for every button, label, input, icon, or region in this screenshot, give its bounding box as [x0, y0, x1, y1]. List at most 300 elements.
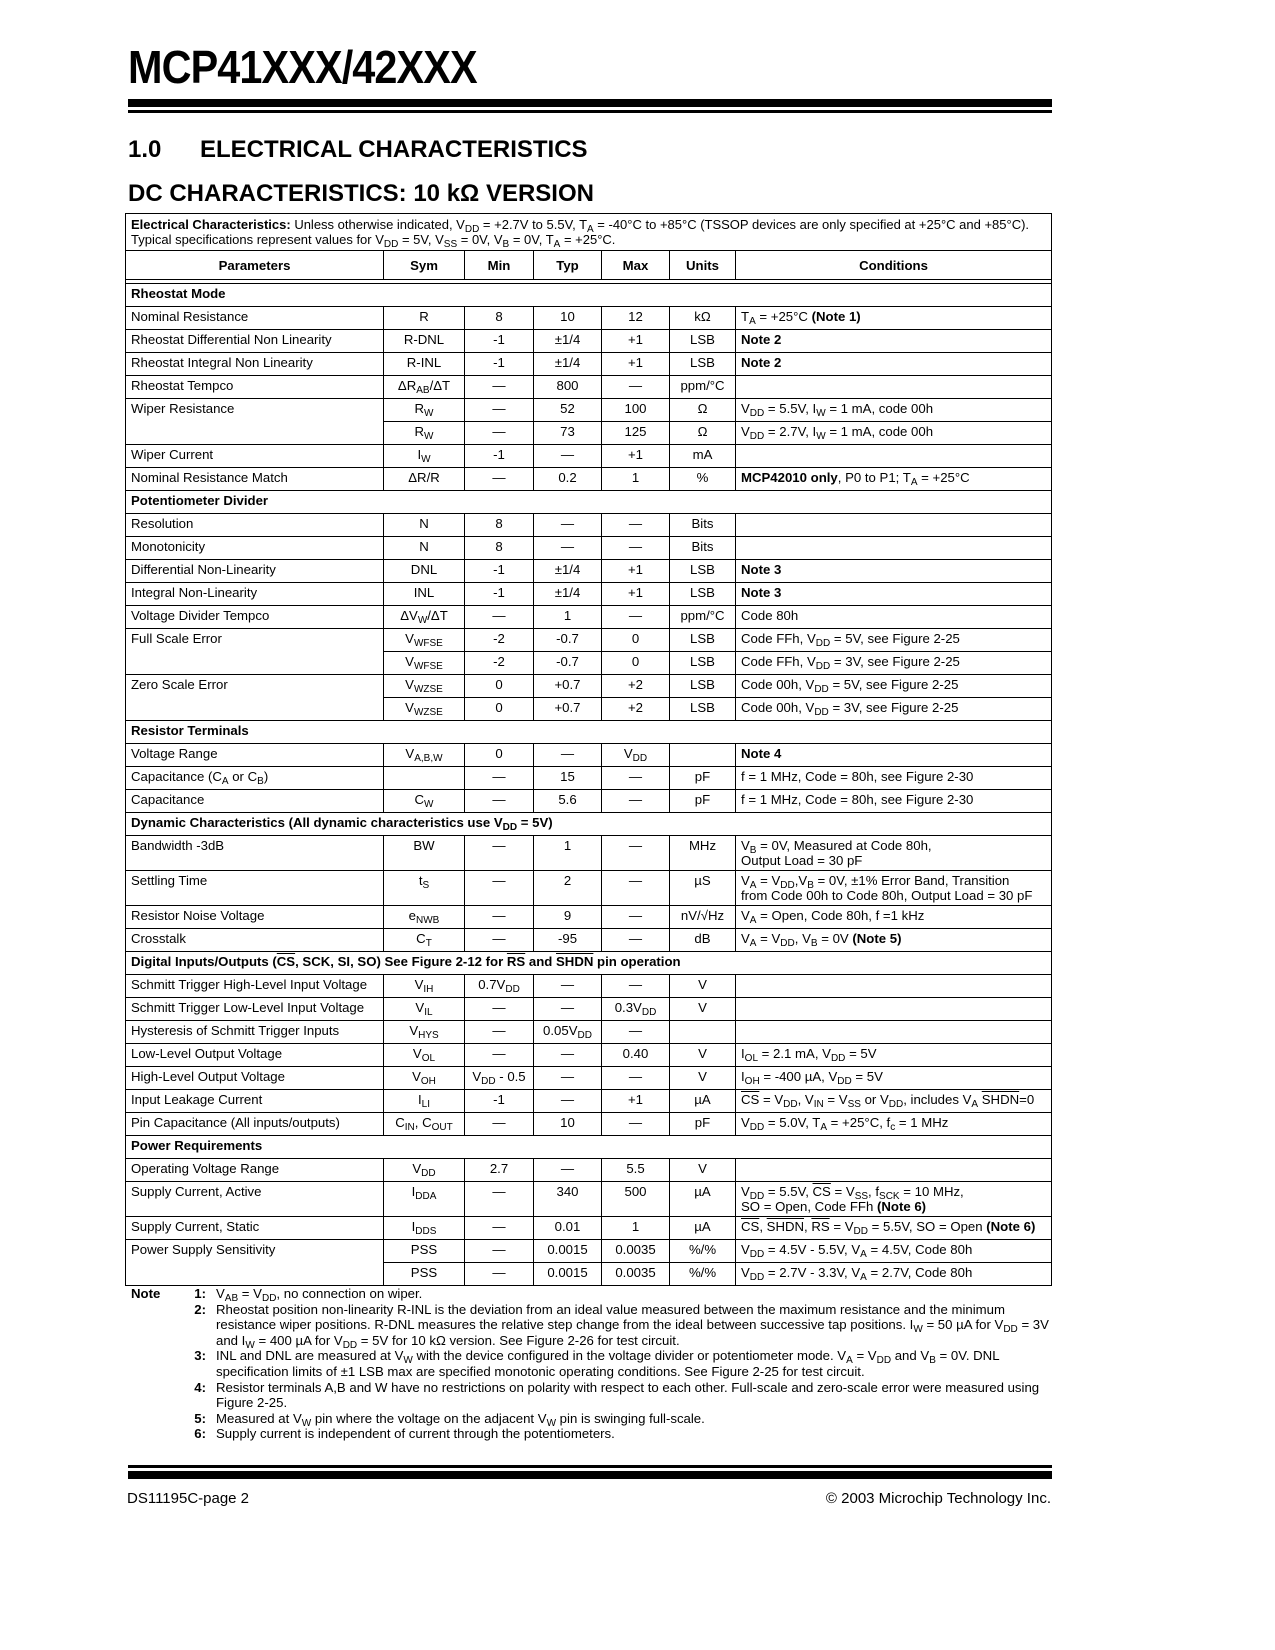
min-cell: — [465, 1113, 534, 1136]
conditions-cell: Note 2 [736, 353, 1052, 376]
typ-cell: 0.2 [534, 468, 602, 491]
section-label: Resistor Terminals [126, 721, 1052, 744]
table-row [126, 560, 1052, 583]
conditions-cell: $V_{DD} = 4.5V - 5.5V$, $V_A = 4.5V$, Code 80h [736, 1240, 1052, 1263]
parameter-cell: Supply Current, Static [126, 1217, 384, 1240]
col-header-min: Min [465, 251, 534, 280]
symbol-cell: $V_{WFSE}$ [384, 652, 465, 675]
parameter-cell: High-Level Output Voltage [126, 1067, 384, 1090]
conditions-cell: $T_A = +25^\circ C$ (Note 1) [736, 307, 1052, 330]
note-text: Measured at $V_W$ pin where the voltage on the adjacent $V_W$ pin is swinging full-scale. [216, 1410, 705, 1429]
symbol-cell: $V_{WFSE}$ [384, 629, 465, 652]
note-item [131, 1302, 1051, 1349]
note-text: Rheostat position non-linearity R-INL is the deviation from an ideal value measured between the maximum resistance and the minimum resistance wiper positions. R-DNL measures the relative step change from the ideal between successive tap positions. $I_W = 50$ µA for $V_{DD} = 3V$ and $I_W = 400$ µA for $V_{DD} = 5V$ for 10 kΩ version. See Figure 2-26 for test circuit. [216, 1301, 1049, 1351]
units-cell: LSB [670, 652, 736, 675]
symbol-cell: $V_{WZSE}$ [384, 698, 465, 721]
max-cell: — [602, 929, 670, 952]
note-number: 5: [194, 1410, 206, 1426]
parameter-cell: Resistor Noise Voltage [126, 906, 384, 929]
max-cell: 1 [602, 1217, 670, 1240]
symbol-cell: $V_{OH}$ [384, 1067, 465, 1090]
symbol-cell: $I_{DDA}$ [384, 1182, 465, 1217]
typ-cell: — [534, 1159, 602, 1182]
units-cell: %/% [670, 1240, 736, 1263]
max-cell: — [602, 906, 670, 929]
conditions-cell [736, 998, 1052, 1021]
note-label [131, 1348, 179, 1379]
min-cell: — [465, 1263, 534, 1286]
max-cell: 0.0035 [602, 1263, 670, 1286]
units-cell: µA [670, 1217, 736, 1240]
conditions-cell: $V_{DD} = 5.5V$, $I_W = 1$ mA, code 00h [736, 399, 1052, 422]
min-cell: 8 [465, 537, 534, 560]
units-cell: mA [670, 445, 736, 468]
max-cell: +2 [602, 698, 670, 721]
min-cell: -1 [465, 560, 534, 583]
note-text: INL and DNL are measured at $V_W$ with the device configured in the voltage divider or potentiometer mode. $V_A = V_{DD}$ and $V_B = 0V$. DNL specification limits of ±1 LSB max are specified monotonic operating conditions. See Figure 2-25 for test circuit. [216, 1348, 1000, 1379]
symbol-cell: $R_W$ [384, 399, 465, 422]
typ-cell: ±1/4 [534, 560, 602, 583]
min-cell: -2 [465, 652, 534, 675]
symbol-cell: $\Delta R_{AB}/\Delta T$ [384, 376, 465, 399]
typ-cell: -0.7 [534, 652, 602, 675]
typ-cell: — [534, 1067, 602, 1090]
parameter-cell: Zero Scale Error [126, 675, 384, 698]
symbol-cell: INL [384, 583, 465, 606]
parameter-cell: Settling Time [126, 871, 384, 906]
units-cell: %/% [670, 1263, 736, 1286]
conditions-cell: Code FFh, $V_{DD} = 5V$, see Figure 2-25 [736, 629, 1052, 652]
table-intro: Electrical Characteristics: Unless otherwise indicated, $V_{DD} = +2.7V$ to 5.5V, $T_A = -40^\circ C$ to +85°C (TSSOP devices are only specified at +25°C and +85°C). Typical specifications represent values for $V_{DD} = 5V$, $V_{SS} = 0V$, $V_B = 0V$, $T_A = +25^\circ C$. [126, 214, 1052, 251]
units-cell: µA [670, 1182, 736, 1217]
max-cell: — [602, 1021, 670, 1044]
table-row [126, 376, 1052, 399]
typ-cell: 10 [534, 1113, 602, 1136]
table-row [126, 871, 1052, 906]
table-row [126, 1113, 1052, 1136]
symbol-cell: BW [384, 836, 465, 871]
table-row [126, 1090, 1052, 1113]
parameter-cell: Integral Non-Linearity [126, 583, 384, 606]
table-row [126, 1240, 1052, 1263]
max-cell: 125 [602, 422, 670, 445]
symbol-cell: $V_{IL}$ [384, 998, 465, 1021]
max-cell: 0.0035 [602, 1240, 670, 1263]
min-cell: — [465, 998, 534, 1021]
parameter-cell: Supply Current, Active [126, 1182, 384, 1217]
typ-cell: ±1/4 [534, 583, 602, 606]
note-label [131, 1380, 179, 1411]
symbol-cell: R-INL [384, 353, 465, 376]
symbol-cell: PSS [384, 1263, 465, 1286]
parameter-cell: Differential Non-Linearity [126, 560, 384, 583]
symbol-cell: $V_{A,B,W}$ [384, 744, 465, 767]
table-row [126, 606, 1052, 629]
min-cell: — [465, 1021, 534, 1044]
min-cell: 0 [465, 698, 534, 721]
min-cell: — [465, 929, 534, 952]
max-cell: 0 [602, 629, 670, 652]
min-cell: — [465, 836, 534, 871]
note-label: Note [131, 1286, 161, 1301]
max-cell: 12 [602, 307, 670, 330]
note-number: 1: [194, 1286, 206, 1301]
parameter-cell: Wiper Resistance [126, 399, 384, 422]
header-rule-thin [128, 110, 1052, 113]
max-cell: — [602, 514, 670, 537]
table-section-row [126, 721, 1052, 744]
section-label: Potentiometer Divider [126, 491, 1052, 514]
units-cell: Ω [670, 422, 736, 445]
units-cell: LSB [670, 560, 736, 583]
typ-cell: 10 [534, 307, 602, 330]
typ-cell: 0.01 [534, 1217, 602, 1240]
section-title: ELECTRICAL CHARACTERISTICS [200, 136, 588, 163]
table-row [126, 744, 1052, 767]
typ-cell: — [534, 998, 602, 1021]
section-heading [128, 136, 588, 164]
conditions-cell: $V_{DD} = 5.0V$, $T_A = +25^\circ C$, $f_c = 1$ MHz [736, 1113, 1052, 1136]
conditions-cell: f = 1 MHz, Code = 80h, see Figure 2-30 [736, 790, 1052, 813]
table-section-row [126, 491, 1052, 514]
typ-cell: 52 [534, 399, 602, 422]
parameter-cell: Monotonicity [126, 537, 384, 560]
conditions-cell: Note 2 [736, 330, 1052, 353]
table-row [126, 1263, 1052, 1286]
symbol-cell: N [384, 537, 465, 560]
typ-cell: 15 [534, 767, 602, 790]
table-row [126, 399, 1052, 422]
conditions-cell: Code 00h, $V_{DD} = 5V$, see Figure 2-25 [736, 675, 1052, 698]
symbol-cell: $C_{IN}$, $C_{OUT}$ [384, 1113, 465, 1136]
table-row [126, 698, 1052, 721]
min-cell: — [465, 906, 534, 929]
max-cell: +1 [602, 583, 670, 606]
table-row [126, 906, 1052, 929]
symbol-cell: ΔR/R [384, 468, 465, 491]
symbol-cell: $C_T$ [384, 929, 465, 952]
max-cell: +2 [602, 675, 670, 698]
parameter-cell: Resolution [126, 514, 384, 537]
min-cell: — [465, 767, 534, 790]
parameter-cell: Nominal Resistance [126, 307, 384, 330]
col-header-max: Max [602, 251, 670, 280]
parameter-cell: Wiper Current [126, 445, 384, 468]
min-cell: -1 [465, 1090, 534, 1113]
note-item [131, 1286, 1051, 1302]
typ-cell: 1 [534, 836, 602, 871]
table-row [126, 790, 1052, 813]
min-cell: $0.7V_{DD}$ [465, 975, 534, 998]
conditions-cell: f = 1 MHz, Code = 80h, see Figure 2-30 [736, 767, 1052, 790]
symbol-cell: $V_{OL}$ [384, 1044, 465, 1067]
units-cell: LSB [670, 583, 736, 606]
symbol-cell: $I_{LI}$ [384, 1090, 465, 1113]
typ-cell: $0.05V_{DD}$ [534, 1021, 602, 1044]
table-row [126, 1044, 1052, 1067]
max-cell: 0 [602, 652, 670, 675]
max-cell: +1 [602, 445, 670, 468]
symbol-cell: $t_S$ [384, 871, 465, 906]
min-cell: — [465, 1182, 534, 1217]
typ-cell: 73 [534, 422, 602, 445]
symbol-cell: DNL [384, 560, 465, 583]
max-cell: +1 [602, 560, 670, 583]
units-cell: V [670, 998, 736, 1021]
parameter-cell: Voltage Divider Tempco [126, 606, 384, 629]
typ-cell: 1 [534, 606, 602, 629]
table-row [126, 1217, 1052, 1240]
conditions-cell: $V_A = V_{DD}$, $V_B = 0V$ (Note 5) [736, 929, 1052, 952]
symbol-cell: $C_W$ [384, 790, 465, 813]
typ-cell: 340 [534, 1182, 602, 1217]
symbol-cell: N [384, 514, 465, 537]
typ-cell: ±1/4 [534, 330, 602, 353]
max-cell: — [602, 975, 670, 998]
min-cell: — [465, 468, 534, 491]
units-cell: µA [670, 1090, 736, 1113]
max-cell: +1 [602, 330, 670, 353]
units-cell: ppm/°C [670, 376, 736, 399]
table-row [126, 629, 1052, 652]
min-cell: $V_{DD} - 0.5$ [465, 1067, 534, 1090]
max-cell: +1 [602, 353, 670, 376]
units-cell [670, 1021, 736, 1044]
symbol-cell: R-DNL [384, 330, 465, 353]
table-section-row [126, 284, 1052, 307]
typ-cell: 800 [534, 376, 602, 399]
units-cell: ppm/°C [670, 606, 736, 629]
section-label: Dynamic Characteristics (All dynamic characteristics use $V_{DD} = 5V$) [126, 813, 1052, 836]
symbol-cell: $V_{DD}$ [384, 1159, 465, 1182]
typ-cell: — [534, 975, 602, 998]
min-cell: — [465, 1240, 534, 1263]
symbol-cell: $I_W$ [384, 445, 465, 468]
note-text: $V_{AB} = V_{DD}$, no connection on wiper. [216, 1286, 423, 1304]
units-cell: MHz [670, 836, 736, 871]
typ-cell: — [534, 537, 602, 560]
min-cell: — [465, 1044, 534, 1067]
min-cell: — [465, 606, 534, 629]
max-cell: — [602, 1113, 670, 1136]
conditions-cell: Code 00h, $V_{DD} = 3V$, see Figure 2-25 [736, 698, 1052, 721]
typ-cell: +0.7 [534, 675, 602, 698]
parameter-cell: Rheostat Tempco [126, 376, 384, 399]
section-label: Digital Inputs/Outputs ($\overline{CS}$, SCK, SI, SO) See Figure 2-12 for $\overline{RS}$ and SHDN pin operation [126, 952, 1052, 975]
table-row [126, 330, 1052, 353]
typ-cell: — [534, 1090, 602, 1113]
units-cell: LSB [670, 353, 736, 376]
parameter-cell: Bandwidth -3dB [126, 836, 384, 871]
table-row [126, 1021, 1052, 1044]
max-cell: — [602, 767, 670, 790]
conditions-cell: MCP42010 only, P0 to P1; $T_A = +25^\circ C$ [736, 468, 1052, 491]
subsection-heading: DC CHARACTERISTICS: 10 kΩ VERSION [128, 180, 594, 207]
units-cell [670, 744, 736, 767]
units-cell: V [670, 975, 736, 998]
units-cell: LSB [670, 698, 736, 721]
typ-cell: +0.7 [534, 698, 602, 721]
section-number: 1.0 [128, 136, 162, 163]
symbol-cell [384, 767, 465, 790]
footer-doc-id: DS11195C-page 2 [127, 1490, 250, 1507]
parameter-cell: Low-Level Output Voltage [126, 1044, 384, 1067]
max-cell: $0.3V_{DD}$ [602, 998, 670, 1021]
typ-cell: 9 [534, 906, 602, 929]
units-cell: kΩ [670, 307, 736, 330]
table-row [126, 468, 1052, 491]
min-cell: -1 [465, 445, 534, 468]
table-section-row [126, 952, 1052, 975]
note-text: Supply current is independent of current through the potentiometers. [216, 1426, 615, 1442]
min-cell: 0 [465, 744, 534, 767]
min-cell: -1 [465, 583, 534, 606]
conditions-cell: $I_{OL} = 2.1$ mA, $V_{DD} = 5V$ [736, 1044, 1052, 1067]
parameter-cell [126, 1263, 384, 1286]
typ-cell: 2 [534, 871, 602, 906]
parameter-cell [126, 652, 384, 675]
max-cell: 500 [602, 1182, 670, 1217]
max-cell: — [602, 537, 670, 560]
conditions-cell: $V_B = 0V$, Measured at Code 80h, Output Load = 30 pF [736, 836, 1052, 871]
parameter-cell: Power Supply Sensitivity [126, 1240, 384, 1263]
note-number: 2: [194, 1301, 206, 1317]
col-header-conditions: Conditions [736, 251, 1052, 280]
conditions-cell [736, 376, 1052, 399]
footer-rule-thin [128, 1465, 1052, 1468]
dc-characteristics-table [125, 213, 1052, 1286]
units-cell: Bits [670, 514, 736, 537]
units-cell: % [670, 468, 736, 491]
typ-cell: 0.0015 [534, 1240, 602, 1263]
typ-cell: — [534, 445, 602, 468]
conditions-cell: $V_{DD} = 2.7V - 3.3V$, $V_A = 2.7V$, Code 80h [736, 1263, 1052, 1286]
symbol-cell: $e_{NWB}$ [384, 906, 465, 929]
conditions-cell [736, 975, 1052, 998]
units-cell: pF [670, 790, 736, 813]
units-cell: dB [670, 929, 736, 952]
table-row [126, 422, 1052, 445]
table-row [126, 583, 1052, 606]
section-label: Power Requirements [126, 1136, 1052, 1159]
table-section-row [126, 813, 1052, 836]
max-cell: 5.5 [602, 1159, 670, 1182]
table-row [126, 767, 1052, 790]
min-cell: 0 [465, 675, 534, 698]
units-cell: LSB [670, 675, 736, 698]
conditions-cell: $I_{OH} = -400$ µA, $V_{DD} = 5V$ [736, 1067, 1052, 1090]
max-cell: — [602, 606, 670, 629]
max-cell: — [602, 871, 670, 906]
note-text: Resistor terminals A,B and W have no restrictions on polarity with respect to each other. Full-scale and zero-scale error were measured using Figure 2-25. [216, 1379, 1040, 1411]
conditions-cell [736, 537, 1052, 560]
table-row [126, 445, 1052, 468]
min-cell: 2.7 [465, 1159, 534, 1182]
max-cell: — [602, 790, 670, 813]
parameter-cell: Operating Voltage Range [126, 1159, 384, 1182]
table-row [126, 652, 1052, 675]
min-cell: -1 [465, 353, 534, 376]
note-item [131, 1380, 1051, 1411]
document-title: MCP41XXX/42XXX [128, 41, 477, 93]
conditions-cell: $V_{DD} = 2.7V$, $I_W = 1$ mA, code 00h [736, 422, 1052, 445]
parameter-cell: Input Leakage Current [126, 1090, 384, 1113]
col-header-parameters: Parameters [126, 251, 384, 280]
parameter-cell: Rheostat Integral Non Linearity [126, 353, 384, 376]
symbol-cell: $V_{IH}$ [384, 975, 465, 998]
footer-copyright: © 2003 Microchip Technology Inc. [825, 1490, 1051, 1507]
typ-cell: — [534, 744, 602, 767]
parameter-cell: Pin Capacitance (All inputs/outputs) [126, 1113, 384, 1136]
typ-cell: -0.7 [534, 629, 602, 652]
table-row [126, 1159, 1052, 1182]
units-cell: µS [670, 871, 736, 906]
symbol-cell: $I_{DDS}$ [384, 1217, 465, 1240]
section-label: Rheostat Mode [126, 284, 1052, 307]
symbol-cell: R [384, 307, 465, 330]
table-body [126, 284, 1052, 1286]
parameter-cell: Schmitt Trigger High-Level Input Voltage [126, 975, 384, 998]
table-row [126, 836, 1052, 871]
note-label [131, 1411, 179, 1427]
conditions-cell: $V_A$ = Open, Code 80h, f =1 kHz [736, 906, 1052, 929]
symbol-cell: PSS [384, 1240, 465, 1263]
parameter-cell [126, 698, 384, 721]
max-cell: 1 [602, 468, 670, 491]
units-cell: pF [670, 767, 736, 790]
note-item [131, 1426, 1051, 1442]
units-cell: Bits [670, 537, 736, 560]
note-number: 6: [194, 1426, 206, 1442]
units-cell: pF [670, 1113, 736, 1136]
units-cell: nV/√Hz [670, 906, 736, 929]
conditions-cell [736, 1159, 1052, 1182]
conditions-cell: Code FFh, $V_{DD} = 3V$, see Figure 2-25 [736, 652, 1052, 675]
typ-cell: — [534, 514, 602, 537]
note-label [131, 1426, 179, 1442]
conditions-cell: $V_{DD} = 5.5V$, $\overline{CS} = V_{SS}$, $f_{SCK} = 10$ MHz, SO = Open, Code FFh (Note 6) [736, 1182, 1052, 1217]
notes-section [131, 1286, 1051, 1442]
symbol-cell: $\Delta V_W/\Delta T$ [384, 606, 465, 629]
min-cell: — [465, 790, 534, 813]
typ-cell: ±1/4 [534, 353, 602, 376]
units-cell: V [670, 1044, 736, 1067]
max-cell: $V_{DD}$ [602, 744, 670, 767]
conditions-cell: $\overline{CS} = V_{DD}$, $V_{IN} = V_{SS}$ or $V_{DD}$, includes $V_A$ SHDN=0 [736, 1090, 1052, 1113]
conditions-cell: Code 80h [736, 606, 1052, 629]
parameter-cell: Full Scale Error [126, 629, 384, 652]
conditions-cell [736, 445, 1052, 468]
col-header-sym: Sym [384, 251, 465, 280]
conditions-cell: $V_A = V_{DD},V_B = 0V$, ±1% Error Band, Transition from Code 00h to Code 80h, Output Load = 30 pF [736, 871, 1052, 906]
conditions-cell: $\overline{CS}$, SHDN, $\overline{RS} = V_{DD} = 5.5V$, SO = Open (Note 6) [736, 1217, 1052, 1240]
units-cell: V [670, 1067, 736, 1090]
typ-cell: 5.6 [534, 790, 602, 813]
parameter-cell: Nominal Resistance Match [126, 468, 384, 491]
conditions-cell: Note 3 [736, 560, 1052, 583]
conditions-cell [736, 514, 1052, 537]
parameter-cell: Rheostat Differential Non Linearity [126, 330, 384, 353]
min-cell: 8 [465, 307, 534, 330]
parameter-cell: Schmitt Trigger Low-Level Input Voltage [126, 998, 384, 1021]
min-cell: — [465, 399, 534, 422]
conditions-cell [736, 1021, 1052, 1044]
footer-rule-thick [128, 1471, 1052, 1479]
conditions-cell: Note 4 [736, 744, 1052, 767]
table-row [126, 998, 1052, 1021]
table-section-row [126, 1136, 1052, 1159]
symbol-cell: $R_W$ [384, 422, 465, 445]
